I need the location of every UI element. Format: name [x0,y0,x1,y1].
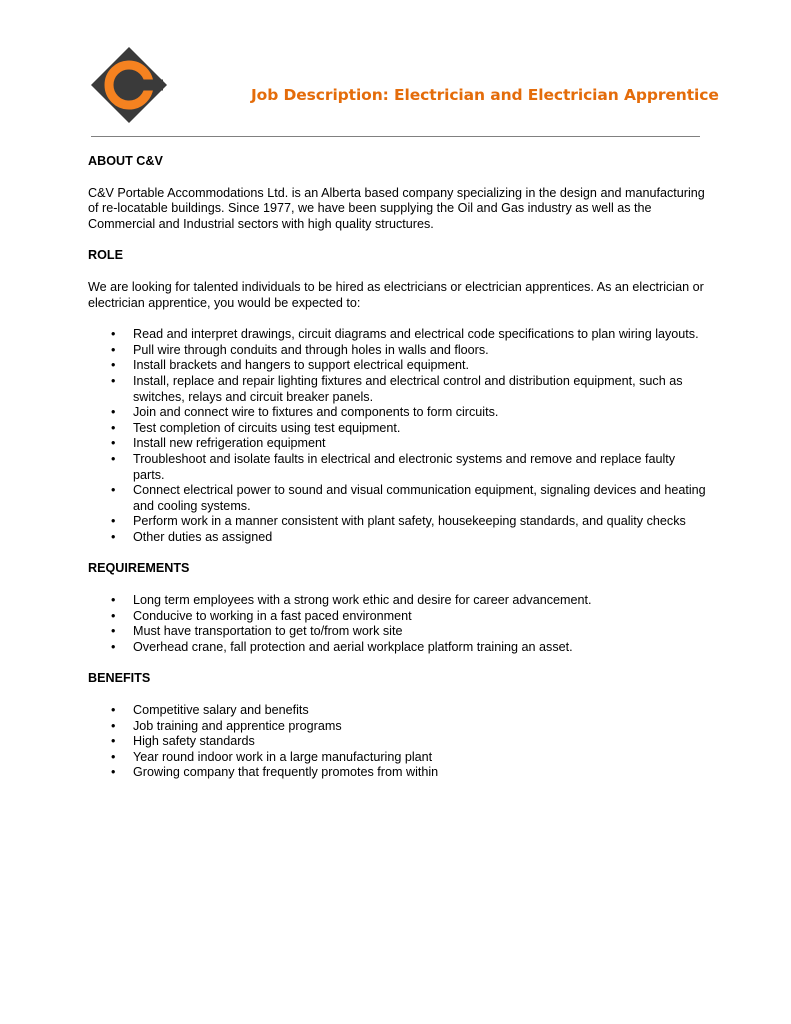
bullet-icon: • [111,593,116,608]
bullet-icon: • [111,529,116,544]
list-item: • Conducive to working in a fast paced environment [111,608,412,623]
bullet-icon: • [111,608,116,623]
requirements-section [88,561,708,671]
benefits-heading: BENEFITS [88,671,151,686]
bullet-icon: • [111,420,116,435]
list-item: • Connect electrical power to sound and visual communication equipment, signaling devices and heating and cooling systems. [111,483,706,513]
benefits-list [88,703,708,781]
bullet-icon: • [111,703,116,718]
bullet-icon: • [111,342,116,357]
about-paragraph: C&V Portable Accommodations Ltd. is an Alberta based company specializing in the design and manufacturing of re-locatable buildings. Since 1977, we have been supplying the Oil and Gas industry as well as the Commercial and Industrial sectors with high quality structures. [88,185,705,231]
bullet-icon: • [111,373,116,388]
bullet-icon: • [111,639,116,654]
list-item: • Growing company that frequently promotes from within [111,765,439,780]
role-intro: We are looking for talented individuals to be hired as electricians or electrician apprentices. As an electrician or electrician apprentice, you would be expected to: [88,279,704,310]
bullet-icon: • [111,765,116,780]
role-heading: ROLE [88,248,123,263]
role-list [88,327,708,545]
bullet-icon: • [111,451,116,466]
list-item: • High safety standards [111,734,255,749]
bullet-icon: • [111,327,116,342]
list-item: • Must have transportation to get to/from work site [111,624,403,639]
bullet-icon: • [111,624,116,639]
list-item: • Test completion of circuits using test equipment. [111,420,401,435]
list-item: • Competitive salary and benefits [111,703,309,718]
bullet-icon: • [111,734,116,749]
bullet-icon: • [111,749,116,764]
header-divider [91,136,700,137]
bullet-icon: • [111,358,116,373]
requirements-list [88,593,708,655]
list-item: • Install new refrigeration equipment [111,436,326,451]
document-body [88,154,708,781]
logo-notch-shape [133,80,163,91]
bullet-icon: • [111,405,116,420]
bullet-icon: • [111,436,116,451]
list-item: • Job training and apprentice programs [111,718,342,733]
list-item: • Pull wire through conduits and through holes in walls and floors. [111,342,489,357]
page-title: Job Description: Electrician and Electrician Apprentice [251,86,719,104]
list-item: • Join and connect wire to fixtures and components to form circuits. [111,405,499,420]
list-item: • Overhead crane, fall protection and aerial workplace platform training an asset. [111,639,573,654]
list-item: • Read and interpret drawings, circuit diagrams and electrical code specifications to plan wiring layouts. [111,327,699,342]
requirements-heading: REQUIREMENTS [88,561,190,576]
benefits-section [88,671,708,781]
bullet-icon: • [111,718,116,733]
list-item: • Other duties as assigned [111,529,273,544]
about-section [88,154,708,248]
bullet-icon: • [111,514,116,529]
company-logo [90,46,168,124]
list-item: • Long term employees with a strong work ethic and desire for career advancement. [111,593,592,608]
role-section [88,248,708,561]
list-item: • Install brackets and hangers to support electrical equipment. [111,358,470,373]
list-item: • Install, replace and repair lighting fixtures and electrical control and distribution equipment, such as switches, relays and circuit breaker panels. [111,373,683,404]
about-heading: ABOUT C&V [88,154,163,168]
list-item: • Troubleshoot and isolate faults in electrical and electronic systems and remove and replace faulty parts. [111,451,676,482]
list-item: • Year round indoor work in a large manufacturing plant [111,749,433,764]
bullet-icon: • [111,483,116,498]
list-item: • Perform work in a manner consistent with plant safety, housekeeping standards, and quality checks [111,514,686,529]
